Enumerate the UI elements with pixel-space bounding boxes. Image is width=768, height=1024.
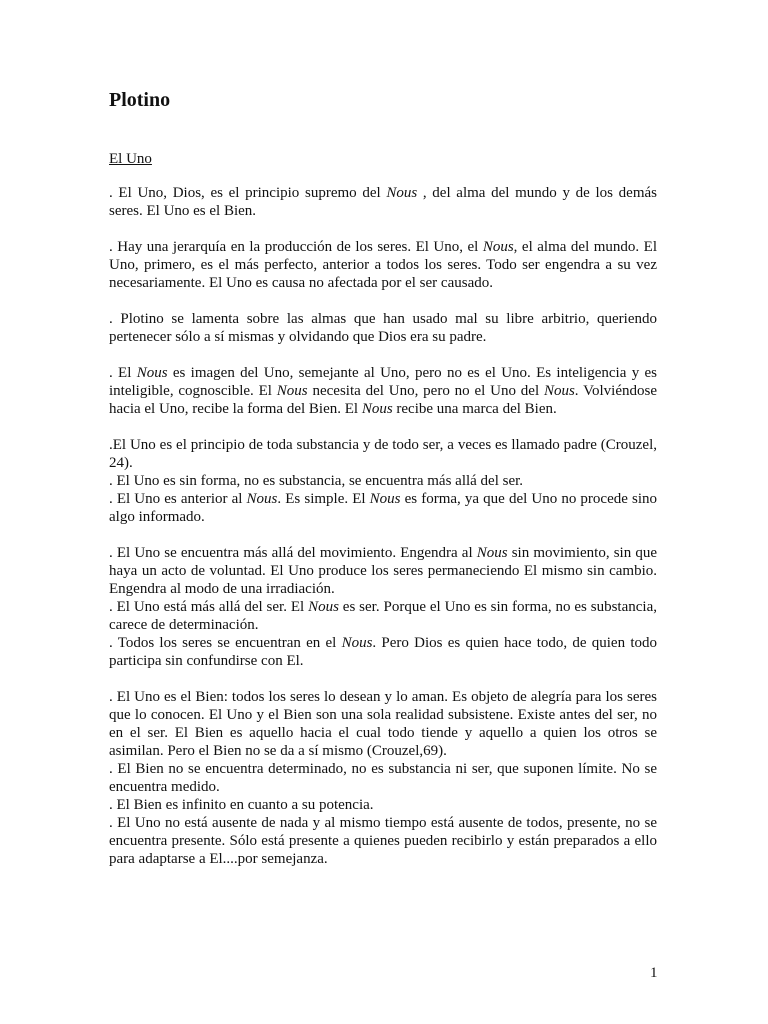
text-span: es imagen del Uno, semejante al Uno, pero no es el Uno. Es inteligencia y es inteligible, cognoscible. El [109, 365, 657, 399]
text-span: . Hay una jerarquía en la producción de los seres. El Uno, el [109, 239, 483, 255]
page-number: 1 [650, 965, 658, 981]
text-span: es ser. Porque el Uno es sin forma, no es substancia, carece de determinación. [109, 599, 657, 633]
text-span: . Es simple. El [277, 491, 370, 507]
document-title: Plotino [109, 89, 171, 111]
paragraph [109, 760, 657, 796]
italic-term: Nous [308, 599, 339, 615]
paragraph [109, 634, 657, 670]
italic-term: Nous [543, 383, 575, 399]
paragraph [109, 814, 657, 868]
paragraph [109, 490, 657, 526]
text-span: . El Bien no se encuentra determinado, no es substancia ni ser, que suponen límite. No se encuentra medido. [109, 761, 657, 795]
paragraph [109, 184, 657, 220]
italic-term: Nous [136, 365, 168, 381]
text-span: sin movimiento, sin que haya un acto de voluntad. El Uno produce los seres permaneciendo El mismo sin cambio. Engendra al modo de una irradiación. [109, 545, 657, 597]
text-span: . El Uno es anterior al [109, 491, 247, 507]
text-span: , del alma del mundo y de los demás seres. El Uno es el Bien. [109, 185, 657, 219]
italic-term: Nous [482, 239, 514, 255]
italic-term: Nous [386, 185, 418, 201]
text-span: . El [109, 365, 137, 381]
text-span: .El Uno es el principio de toda substancia y de todo ser, a veces es llamado padre (Crouzel, 24). [109, 437, 657, 471]
paragraph [109, 472, 657, 490]
italic-term: Nous [246, 491, 278, 507]
paragraph [109, 796, 657, 814]
text-span: necesita del Uno, pero no el Uno del [307, 383, 544, 399]
text-span: . Plotino se lamenta sobre las almas que han usado mal su libre arbitrio, queriendo pertenecer sólo a sí mismas y olvidando que Dios era su padre. [109, 311, 657, 345]
italic-term: Nous [476, 545, 508, 561]
text-span: . El Bien es infinito en cuanto a su potencia. [109, 797, 374, 813]
document-page [109, 88, 657, 868]
text-span: . El Uno se encuentra más allá del movimiento. Engendra al [109, 545, 477, 561]
paragraph-list [109, 184, 657, 868]
text-span: . Pero Dios es quien hace todo, de quien todo participa sin confundirse con El. [109, 635, 657, 669]
paragraph [109, 238, 657, 292]
paragraph [109, 310, 657, 346]
text-span: . El Uno es sin forma, no es substancia, se encuentra más allá del ser. [109, 473, 524, 489]
text-span: . Volviéndose hacia el Uno, recibe la forma del Bien. El [109, 383, 657, 417]
paragraph [109, 598, 657, 634]
text-span: . El Uno, Dios, es el principio supremo del [109, 185, 387, 201]
text-span: . Todos los seres se encuentran en el [109, 635, 342, 651]
section-title: El Uno [109, 151, 152, 167]
italic-term: Nous [341, 635, 373, 651]
text-span: . El Uno es el Bien: todos los seres lo desean y lo aman. Es objeto de alegría para los seres que lo conocen. El Uno y el Bien son una sola realidad subsistene. Existe antes del ser, no en el ser. El Bien es aquello hacia el cual todo tiende y aquello a quien los otros se asimilan. Pero el Bien no se da a sí mismo (Crouzel,69). [109, 689, 657, 759]
paragraph [109, 688, 657, 760]
text-span: , el alma del mundo. El Uno, primero, es el más perfecto, anterior a todos los seres. Todo ser engendra a su vez necesariamente. El Uno es causa no afectada por el ser causado. [109, 239, 657, 291]
italic-term: Nous [276, 383, 308, 399]
text-span: . El Uno está más allá del ser. El [109, 599, 309, 615]
paragraph [109, 364, 657, 418]
text-span: recibe una marca del Bien. [392, 401, 557, 417]
text-span: es forma, ya que del Uno no procede sino algo informado. [109, 491, 658, 525]
paragraph [109, 544, 657, 598]
paragraph [109, 436, 657, 472]
italic-term: Nous [361, 401, 393, 417]
text-span: . El Uno no está ausente de nada y al mismo tiempo está ausente de todos, presente, no se encuentra presente. Sólo está presente a quienes pueden recibirlo y están preparados a ello para adaptarse a El....por semejanza. [109, 815, 657, 867]
italic-term: Nous [369, 491, 401, 507]
